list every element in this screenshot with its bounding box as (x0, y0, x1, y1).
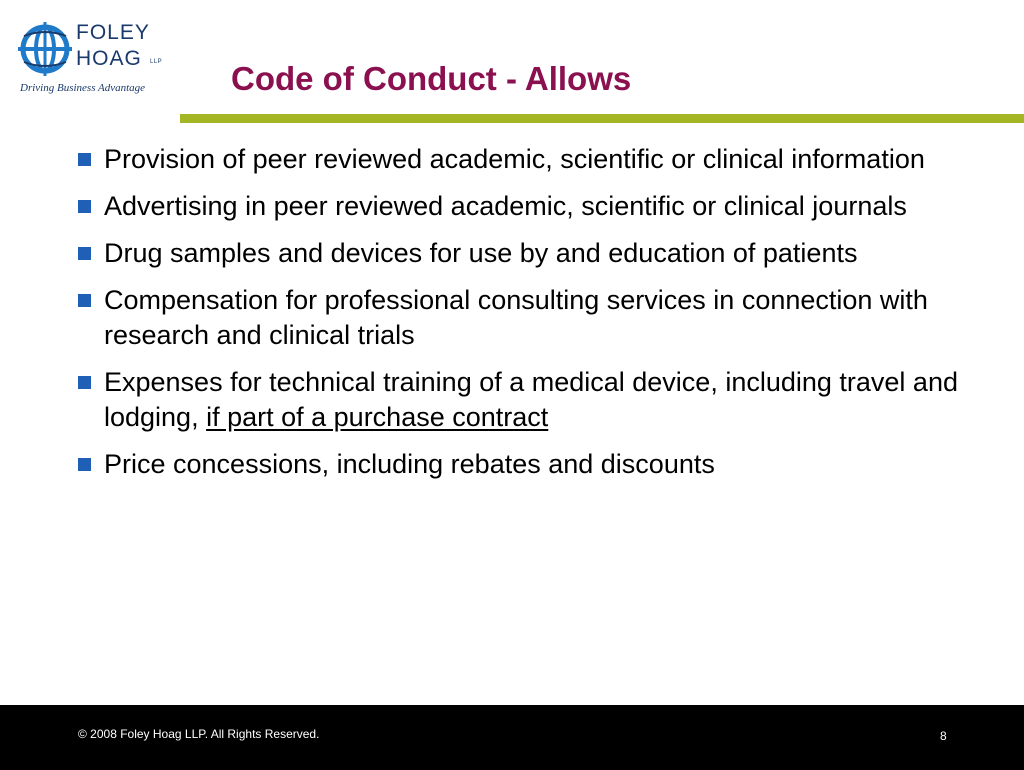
slide-title: Code of Conduct - Allows (231, 60, 632, 97)
bullet-item (78, 447, 978, 482)
copyright-text: © 2008 Foley Hoag LLP. All Rights Reserved. (78, 727, 320, 741)
bullet-item (78, 189, 978, 224)
bullet-text-underlined: if part of a purchase contract (206, 402, 549, 432)
bullet-text: Drug samples and devices for use by and education of patients (104, 238, 858, 268)
page-number: 8 (940, 729, 947, 743)
bullet-item (78, 236, 978, 271)
square-bullet-icon (78, 153, 91, 166)
logo-tagline: Driving Business Advantage (20, 82, 146, 94)
square-bullet-icon (78, 376, 91, 389)
bullet-text: Expenses for technical training of a medical device, including travel and lodging, (104, 367, 958, 432)
bullet-list (78, 142, 978, 494)
logo-llp: LLP (150, 59, 163, 65)
bullet-item (78, 365, 978, 435)
square-bullet-icon (78, 247, 91, 260)
bullet-item (78, 142, 978, 177)
footer-bar (0, 705, 1024, 770)
bullet-text: Provision of peer reviewed academic, scientific or clinical information (104, 144, 925, 174)
bullet-text: Compensation for professional consulting services in connection with research and clinical trials (104, 285, 928, 350)
bullet-text: Price concessions, including rebates and discounts (104, 449, 715, 479)
title-divider (180, 114, 1024, 123)
square-bullet-icon (78, 294, 91, 307)
logo-name-line1: FOLEY (76, 21, 150, 44)
square-bullet-icon (78, 458, 91, 471)
square-bullet-icon (78, 200, 91, 213)
logo-name-line2: HOAG (76, 47, 142, 70)
bullet-text: Advertising in peer reviewed academic, scientific or clinical journals (104, 191, 907, 221)
foley-hoag-logo (16, 18, 176, 98)
bullet-item (78, 283, 978, 353)
globe-compass-icon (16, 20, 74, 78)
